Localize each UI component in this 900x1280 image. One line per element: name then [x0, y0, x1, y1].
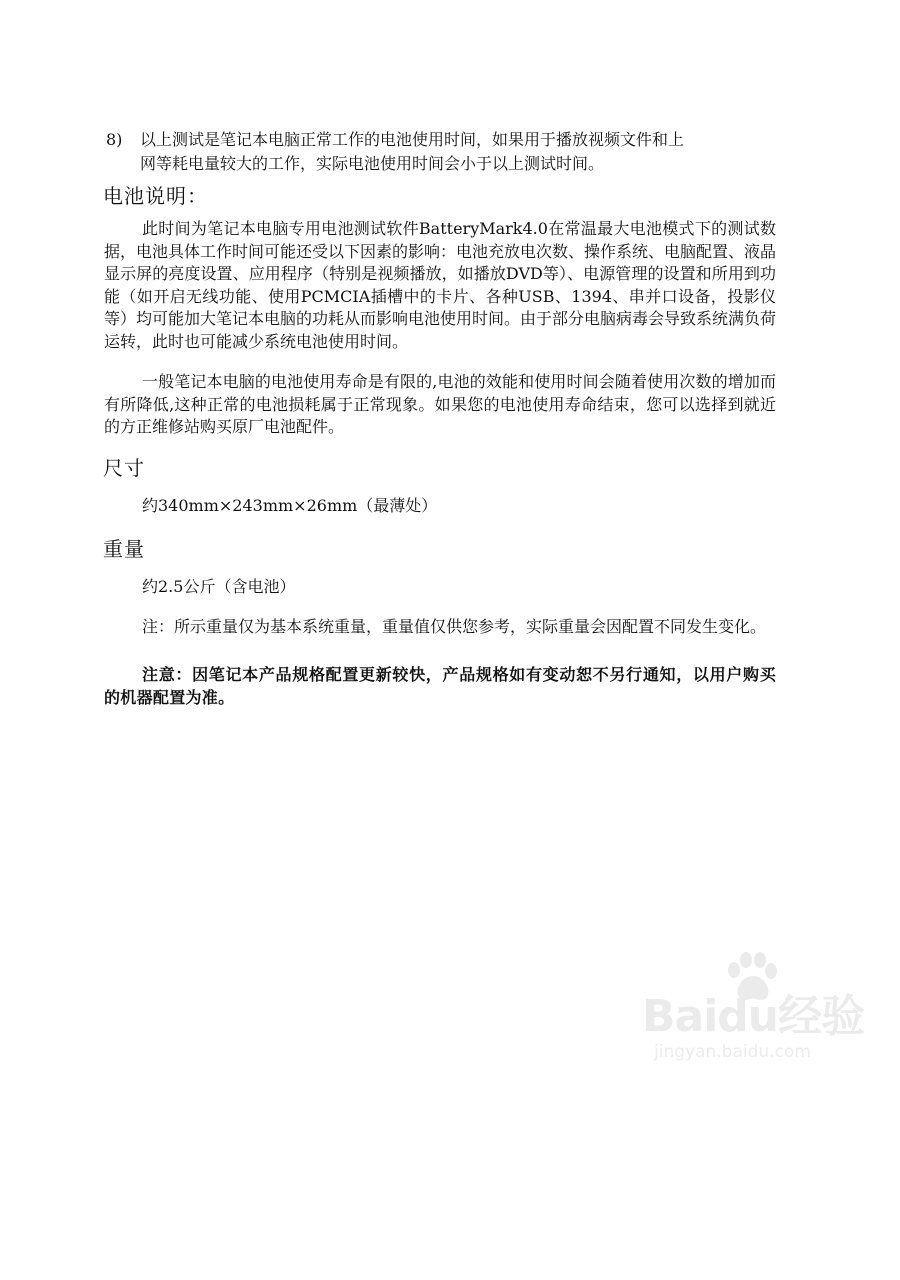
baidu-jingyan-watermark [640, 940, 865, 1260]
spec-change-notice: 注意：因笔记本产品规格配置更新较快，产品规格如有变动恕不另行通知，以用户购买的机器配置为准。 [104, 665, 776, 707]
list-item-number: 8) [106, 130, 123, 149]
battery-paragraph-2: 一般笔记本电脑的电池使用寿命是有限的,电池的效能和使用时间会随着使用次数的增加而有所降低,这种正常的电池损耗属于正常现象。如果您的电池使用寿命结束，您可以选择到就近的方正维修站购买原厂电池配件。 [104, 372, 776, 437]
size-value: 约340mm×243mm×26mm（最薄处） [142, 496, 438, 515]
weight-note: 注：所示重量仅为基本系统重量，重量值仅供您参考，实际重量会因配置不同发生变化。 [142, 617, 767, 636]
watermark-url: jingyan.baidu.com [654, 1042, 811, 1062]
list-item-line-1: 以上测试是笔记本电脑正常工作的电池使用时间，如果用于播放视频文件和上 [140, 130, 685, 149]
size-heading: 尺寸 [103, 456, 145, 480]
list-item-8 [106, 128, 796, 176]
watermark-logo: Baidu经验 [642, 991, 865, 1042]
list-item-line-2: 网等耗电量较大的工作，实际电池使用时间会小于以上测试时间。 [140, 154, 605, 173]
weight-heading: 重量 [103, 537, 145, 561]
battery-paragraph-1: 此时间为笔记本电脑专用电池测试软件BatteryMark4.0在常温最大电池模式下的测试数据，电池具体工作时间可能还受以下因素的影响：电池充放电次数、操作系统、电脑配置、液晶显示屏的亮度设置、应用程序（特别是视频播放，如播放DVD等）、电源管理的设置和所用到功能（如开启无线功能、使用PCMCIA插槽中的卡片、各种USB、1394、串并口设备，投影仪等）均可能加大笔记本电脑的功耗从而影响电池使用时间。由于部分电脑病毒会导致系统满负荷运转，此时也可能减少系统电池使用时间。 [104, 219, 777, 351]
weight-value: 约2.5公斤（含电池） [142, 577, 296, 596]
battery-heading: 电池说明： [103, 184, 208, 208]
list-item-text [140, 128, 796, 176]
